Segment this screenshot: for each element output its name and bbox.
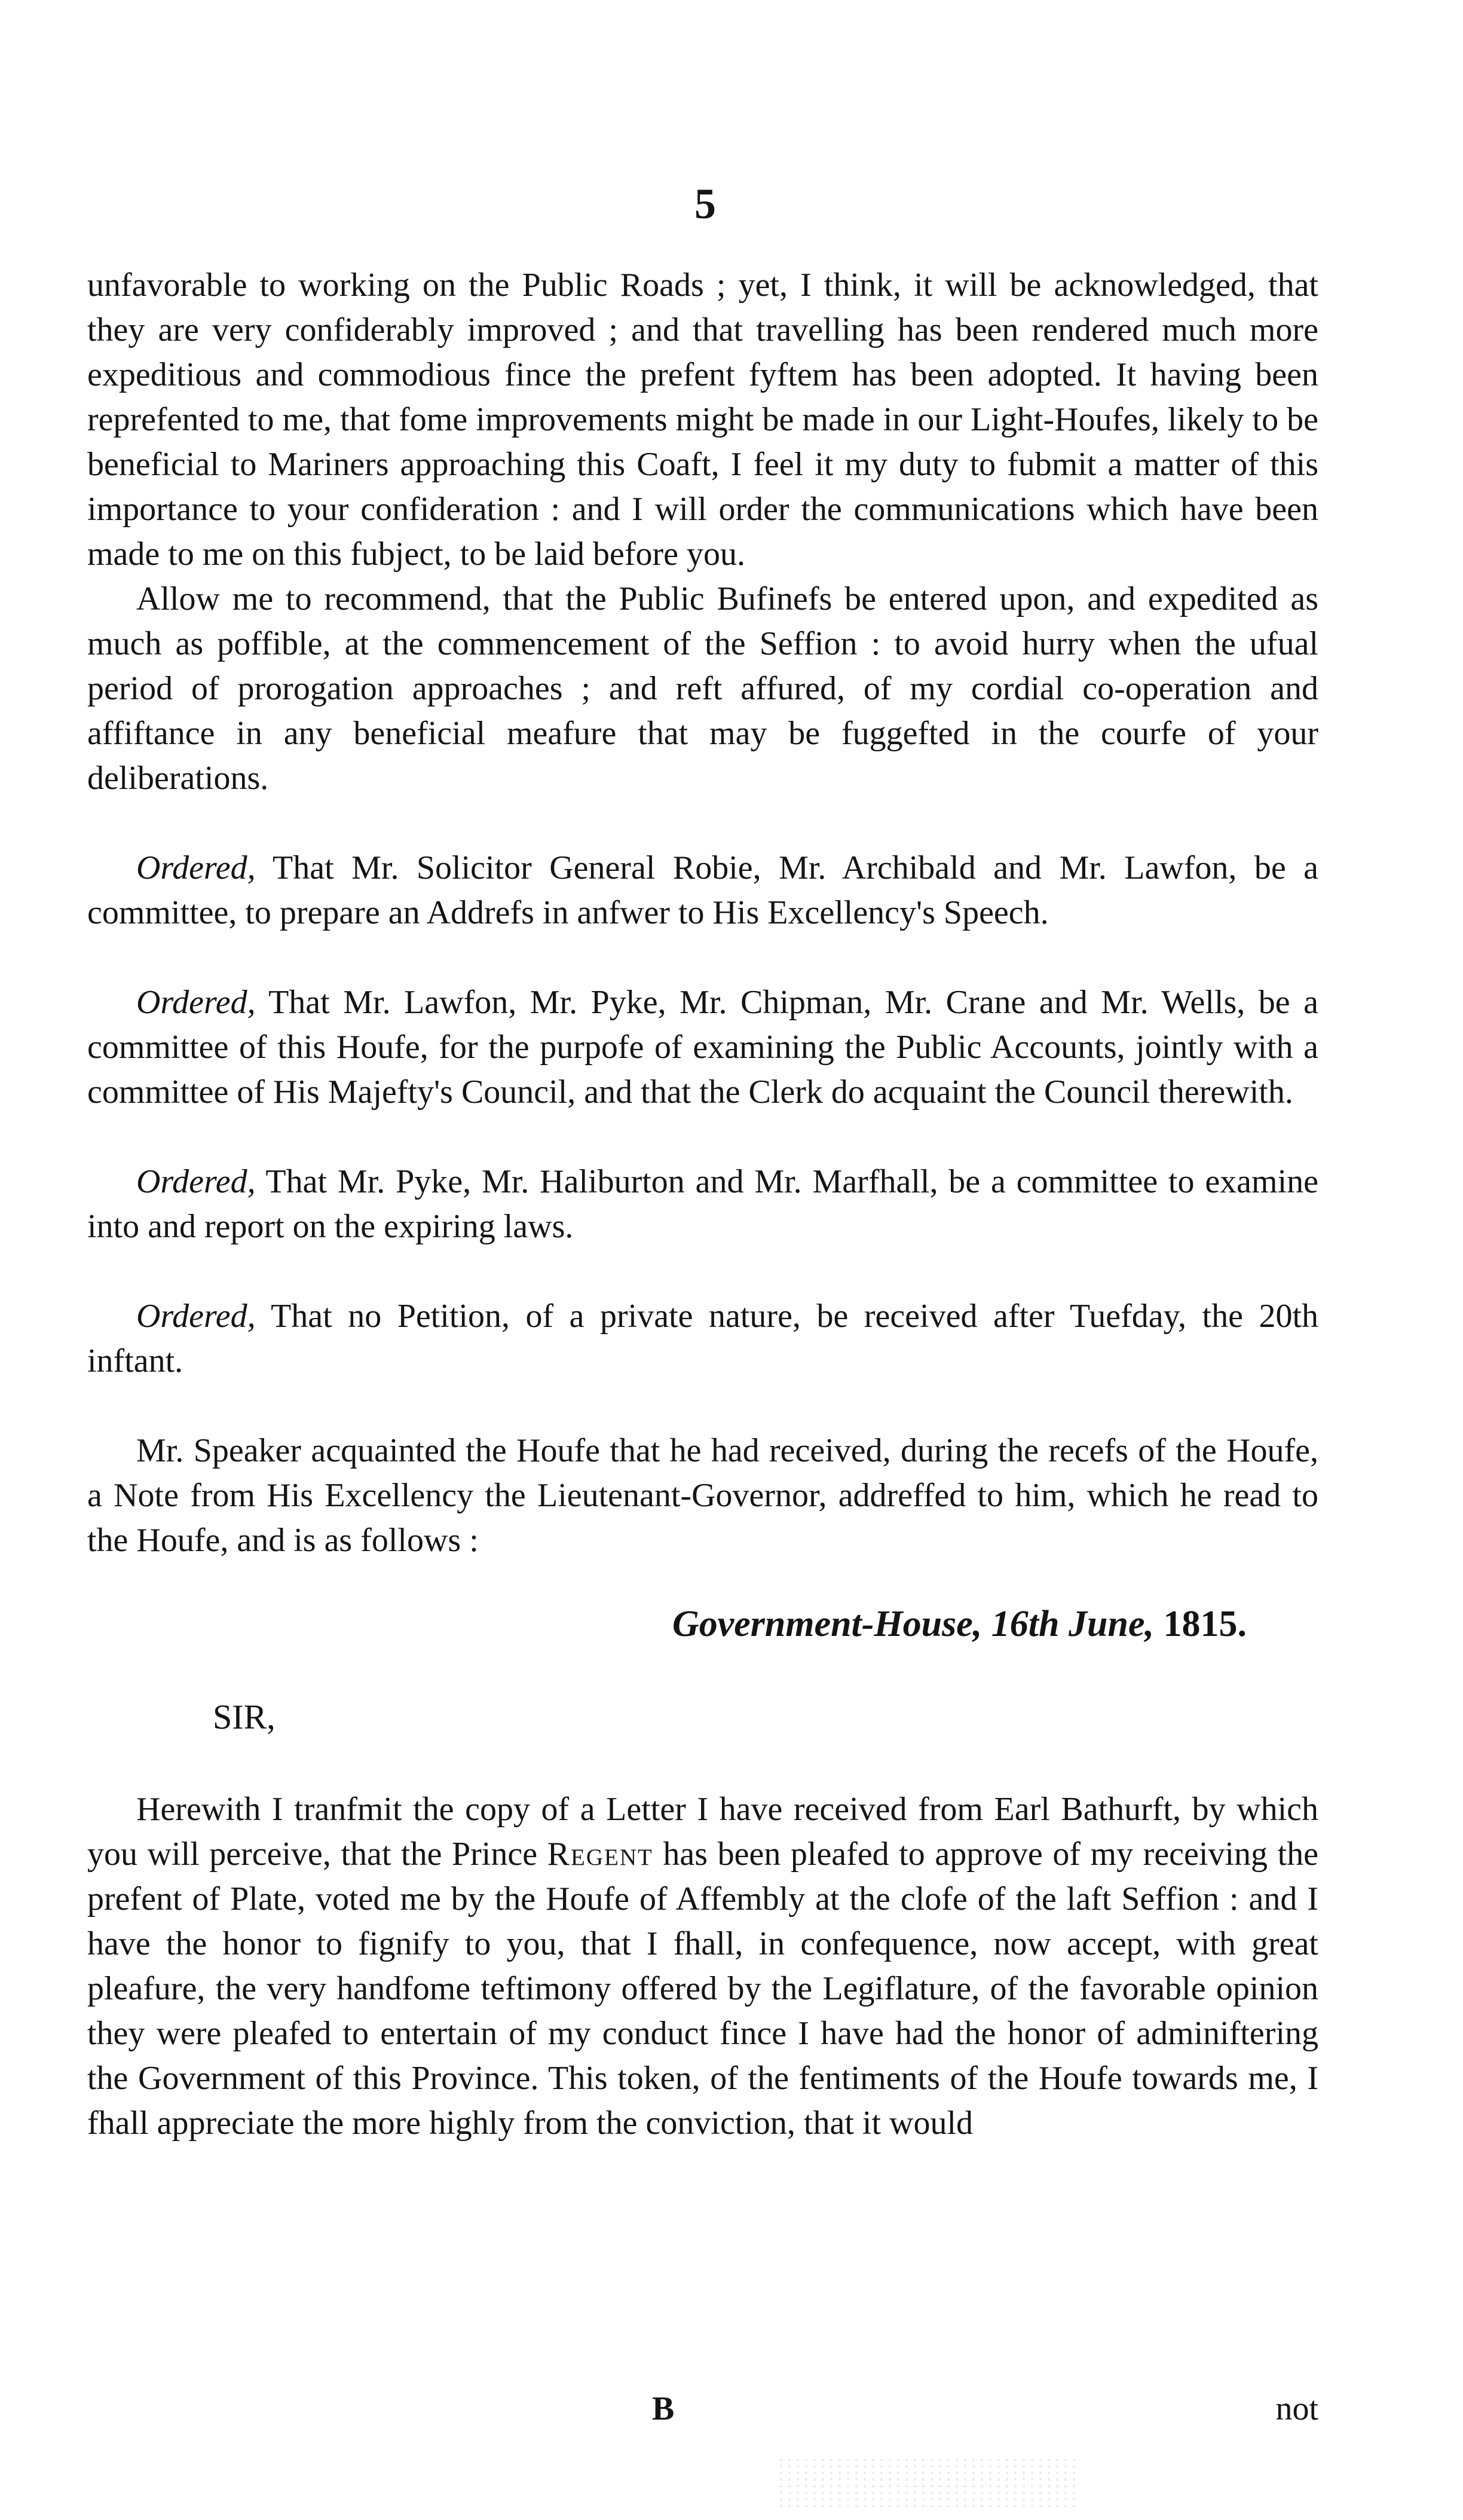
letter-text-rest: has been pleafed to approve of my receiving the prefent of Plate, voted me by the Houfe of Affembly at the clofe of the laft Seffion : and I have the honor to fignify to you, that I fhall, in confequence, now accept, with great pleafure, the very handfome teftimony offered by the Legiflature, of the favorable opinion they were pleafed to entertain of my conduct fince I have had the honor of adminiftering the Government of this Province. This token, of the fentiments of the Houfe towards me, I fhall appreciate the more highly from the conviction, that it would (87, 1836, 1318, 2142)
order-text: That no Petition, of a private nature, be received after Tuefday, the 20th inftant. (87, 1298, 1318, 1380)
ordered-label: Ordered, (136, 1163, 256, 1200)
page-body (87, 263, 1318, 2146)
regent-small-caps: Regent (547, 1836, 653, 1873)
order-text: That Mr. Pyke, Mr. Haliburton and Mr. Marfhall, be a committee to examine into and report on the expiring laws. (87, 1163, 1318, 1245)
signature-mark: B (652, 2390, 675, 2427)
page-number: 5 (694, 180, 716, 228)
order-text: That Mr. Lawfon, Mr. Pyke, Mr. Chipman, Mr. Crane and Mr. Wells, be a committee of this Houfe, for the purpofe of examining the Public Accounts, jointly with a committee of His Majefty's Council, and that the Clerk do acquaint the Council therewith. (87, 984, 1318, 1111)
order-text: That Mr. Solicitor General Robie, Mr. Archibald and Mr. Lawfon, be a committee, to prepare an Addrefs in anfwer to His Excellency's Speech. (87, 849, 1318, 931)
letter-dateline (87, 1602, 1318, 1647)
page-footer (87, 2390, 1318, 2438)
order-accounts-committee (87, 980, 1318, 1115)
catchword: not (1275, 2390, 1318, 2427)
paper-speckle-texture (777, 2457, 1076, 2510)
dateline-year: 1815. (1163, 1604, 1247, 1644)
dateline-place-date: Government-House, 16th June, (672, 1604, 1154, 1644)
paragraph-speaker-note: Mr. Speaker acquainted the Houfe that he had received, during the recefs of the Houfe, a Note from His Excellency the Lieutenant-Governor, addreffed to him, which he read to the Houfe, and is as follows : (87, 1432, 1318, 1559)
paragraph-roads-lighthouses: unfavorable to working on the Public Roads ; yet, I think, it will be acknowledged, that they are very confiderably improved ; and that travelling has been rendered much more expeditious and commodious fince the prefent fyftem has been adopted. It having been reprefented to me, that fome improvements might be made in our Light-Houfes, likely to be beneficial to Mariners approaching this Coaft, I feel it my duty to fubmit a matter of this importance to your confideration : and I will order the communications which have been made to me on this fubject, to be laid before you. (87, 267, 1318, 573)
letter-text-start: Herewith I tranfmit the copy of a Letter I have received from Earl Bathurft, by which you will perceive, that the Prince (87, 1791, 1318, 1873)
letter-salutation: SIR, (213, 1698, 276, 1736)
ordered-label: Ordered, (136, 1298, 256, 1335)
ordered-label: Ordered, (136, 984, 256, 1021)
paragraph-public-business: Allow me to recommend, that the Public Bufinefs be entered upon, and expedited as much as poffible, at the commencement of the Seffion : to avoid hurry when the ufual period of prorogation approaches ; and reft affured, of my cordial co-operation and affiftance in any beneficial meafure that may be fuggefted in the courfe of your deliberations. (87, 580, 1318, 797)
order-petitions-deadline (87, 1294, 1318, 1384)
order-address-committee (87, 846, 1318, 935)
letter-body (87, 1787, 1318, 2146)
ordered-label: Ordered, (136, 849, 256, 886)
order-expiring-laws-committee (87, 1160, 1318, 1249)
